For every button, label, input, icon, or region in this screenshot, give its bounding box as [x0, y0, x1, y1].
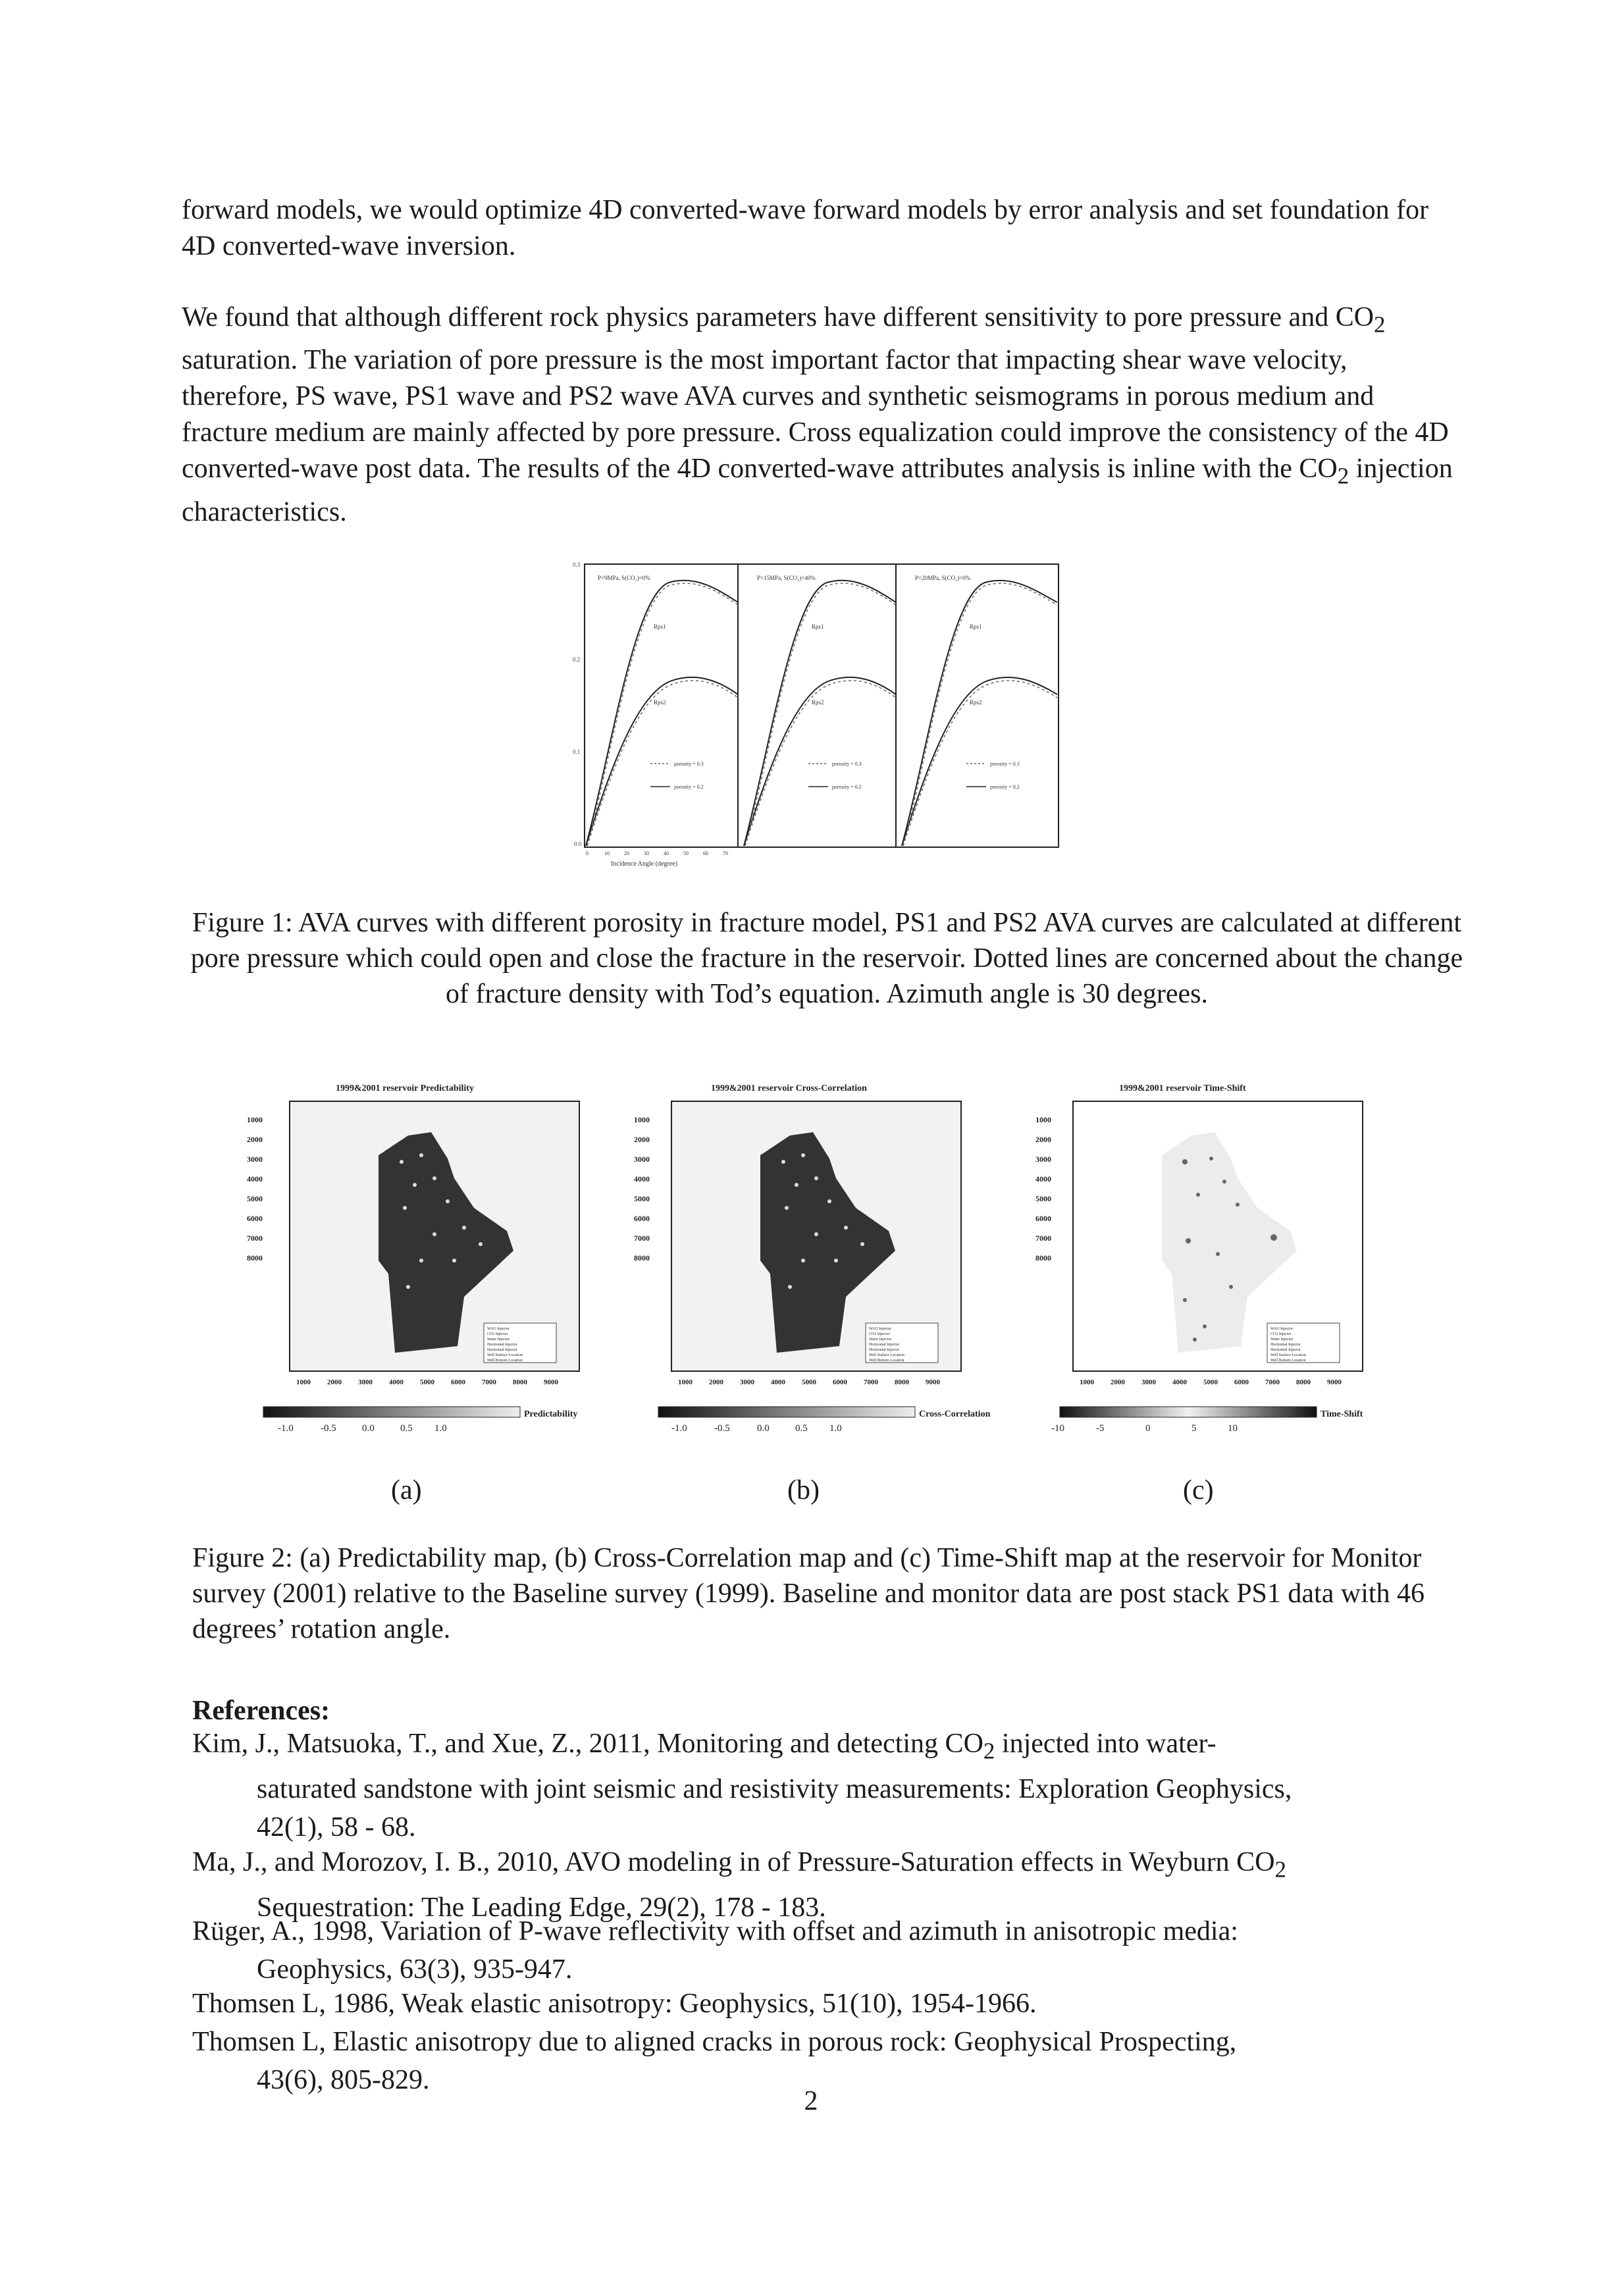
svg-text:0.2: 0.2: [573, 656, 581, 663]
svg-text:5000: 5000: [1203, 1378, 1218, 1386]
map-time-shift: [1073, 1083, 1363, 1371]
svg-text:CO2 Injector: CO2 Injector: [487, 1332, 508, 1336]
map-label-a: (a): [391, 1475, 422, 1505]
svg-text:1000: 1000: [678, 1378, 693, 1386]
legend-entry: porosity = 0.2: [990, 784, 1020, 790]
svg-text:2000: 2000: [1035, 1135, 1051, 1144]
svg-text:7000: 7000: [247, 1234, 263, 1243]
svg-text:0.3: 0.3: [573, 561, 581, 568]
svg-text:WAG Injector: WAG Injector: [487, 1327, 510, 1331]
panel-title: P=20MPa, S(CO₂)=0%: [915, 575, 971, 581]
svg-text:Well Surface Location: Well Surface Location: [869, 1353, 904, 1357]
legend-entry: porosity = 0.3: [674, 761, 704, 767]
curve-label: Rps2: [812, 699, 824, 706]
reference-text: Thomsen L, Elastic anisotropy due to aligned cracks in porous rock: Geophysical Prospecting,: [192, 2027, 1237, 2057]
map-predictability: [290, 1083, 579, 1371]
svg-text:5000: 5000: [247, 1194, 263, 1203]
svg-text:3000: 3000: [740, 1378, 754, 1386]
svg-text:0.0: 0.0: [574, 841, 582, 847]
svg-text:9000: 9000: [1327, 1378, 1342, 1386]
svg-text:CO2 Injector: CO2 Injector: [1270, 1332, 1292, 1336]
curve-label: Rps1: [970, 623, 982, 630]
svg-text:4000: 4000: [389, 1378, 404, 1386]
curve-label: Rps2: [970, 699, 982, 706]
svg-text:6000: 6000: [833, 1378, 847, 1386]
svg-text:Horizontal Injector: Horizontal Injector: [1270, 1348, 1301, 1352]
colorbar-label: Cross-Correlation: [919, 1409, 991, 1419]
svg-text:-1.0: -1.0: [278, 1423, 294, 1434]
svg-text:-0.5: -0.5: [714, 1423, 730, 1434]
svg-text:0.5: 0.5: [400, 1423, 413, 1434]
svg-text:1.0: 1.0: [829, 1423, 842, 1434]
svg-text:9000: 9000: [544, 1378, 558, 1386]
subscript: 2: [1337, 463, 1349, 489]
svg-text:2000: 2000: [327, 1378, 342, 1386]
svg-text:8000: 8000: [513, 1378, 527, 1386]
svg-text:7000: 7000: [482, 1378, 496, 1386]
plot-frame: [585, 564, 1059, 847]
map-label-b: (b): [787, 1475, 820, 1505]
colorbar: [263, 1407, 520, 1417]
reference-text: 42(1), 58 - 68.: [257, 1812, 416, 1843]
svg-text:0.5: 0.5: [795, 1423, 808, 1434]
paragraph-intro: forward models, we would optimize 4D converted-wave forward models by error analysis and set foundation for 4D converted-wave inversion.: [182, 195, 1429, 261]
svg-text:7000: 7000: [634, 1234, 650, 1243]
svg-text:5000: 5000: [802, 1378, 816, 1386]
colorbar: [658, 1407, 915, 1417]
map-title: 1999&2001 reservoir Cross-Correlation: [711, 1083, 867, 1093]
svg-text:20: 20: [624, 850, 629, 856]
figure1-ava-plot: [571, 556, 1072, 872]
svg-text:1.0: 1.0: [434, 1423, 447, 1434]
svg-text:5000: 5000: [634, 1194, 650, 1203]
colorbar-label: Time-Shift: [1321, 1409, 1363, 1419]
svg-text:7000: 7000: [864, 1378, 878, 1386]
svg-text:60: 60: [703, 850, 708, 856]
curve-label: Rps1: [654, 623, 666, 630]
svg-text:6000: 6000: [634, 1214, 650, 1223]
paragraph-text: saturation. The variation of pore pressure is the most important factor that impacting shear wave velocity, therefore, PS wave, PS1 wave and PS2 wave AVA curves and synthetic seismograms in porous medium and fracture medium are mainly affected by pore pressure. Cross equalization could improve the consistency of the 4D converted-wave post data. The results of the 4D converted-wave attributes analysis is inline with the CO: [182, 345, 1449, 484]
figure1-caption: Figure 1: AVA curves with different porosity in fracture model, PS1 and PS2 AVA curves are calculated at different pore pressure which could open and close the fracture in the reservoir. Dotted lines are concerned about the change of fracture density with Tod’s equation. Azimuth angle is 30 degrees.: [190, 908, 1463, 1009]
svg-text:-1.0: -1.0: [671, 1423, 687, 1434]
svg-text:0.1: 0.1: [573, 748, 581, 755]
svg-text:3000: 3000: [247, 1155, 263, 1164]
svg-text:1000: 1000: [1080, 1378, 1094, 1386]
svg-text:2000: 2000: [709, 1378, 723, 1386]
svg-text:30: 30: [644, 850, 649, 856]
svg-text:Well Bottom Location: Well Bottom Location: [1270, 1359, 1306, 1363]
x-axis-label: Incidence Angle (degree): [611, 860, 678, 868]
subscript: 2: [1274, 1856, 1287, 1883]
svg-text:6000: 6000: [1035, 1214, 1051, 1223]
svg-text:0.0: 0.0: [362, 1423, 375, 1434]
svg-text:1000: 1000: [247, 1115, 263, 1124]
svg-text:Horizontal Injector: Horizontal Injector: [487, 1343, 517, 1347]
svg-text:Well Bottom Location: Well Bottom Location: [487, 1359, 523, 1363]
paragraph-text: injection characteristics.: [182, 454, 1453, 527]
svg-text:Horizontal Injector: Horizontal Injector: [869, 1343, 899, 1347]
map-title: 1999&2001 reservoir Time-Shift: [1119, 1083, 1246, 1093]
reference-text: Thomsen L, 1986, Weak elastic anisotropy: Geophysics, 51(10), 1954-1966.: [192, 1989, 1037, 2019]
svg-text:2000: 2000: [634, 1135, 650, 1144]
svg-text:-0.5: -0.5: [321, 1423, 336, 1434]
svg-text:-10: -10: [1051, 1423, 1064, 1434]
svg-text:70: 70: [723, 850, 728, 856]
map-label-c: (c): [1183, 1475, 1214, 1505]
svg-text:Well Surface Location: Well Surface Location: [487, 1353, 523, 1357]
svg-text:Water Injector: Water Injector: [487, 1338, 510, 1342]
svg-text:4000: 4000: [247, 1174, 263, 1184]
legend-entry: porosity = 0.2: [674, 784, 704, 790]
colorbar-label: Predictability: [524, 1409, 578, 1419]
reference-text: 43(6), 805-829.: [257, 2065, 430, 2095]
svg-text:3000: 3000: [1141, 1378, 1156, 1386]
svg-text:3000: 3000: [634, 1155, 650, 1164]
svg-text:7000: 7000: [1265, 1378, 1280, 1386]
svg-text:CO2 Injector: CO2 Injector: [869, 1332, 890, 1336]
svg-text:3000: 3000: [1035, 1155, 1051, 1164]
svg-text:9000: 9000: [926, 1378, 940, 1386]
svg-text:3000: 3000: [358, 1378, 373, 1386]
svg-text:Well Bottom Location: Well Bottom Location: [869, 1359, 904, 1363]
reference-text: Kim, J., Matsuoka, T., and Xue, Z., 2011, Monitoring and detecting CO: [192, 1729, 983, 1759]
map-title: 1999&2001 reservoir Predictability: [336, 1083, 474, 1093]
svg-text:8000: 8000: [634, 1253, 650, 1263]
panel-title: P=9MPa, S(CO₂)=0%: [598, 575, 650, 581]
svg-text:6000: 6000: [247, 1214, 263, 1223]
reference-text: Geophysics, 63(3), 935-947.: [257, 1954, 573, 1985]
legend-entry: porosity = 0.3: [990, 761, 1020, 767]
page-number: 2: [804, 2086, 818, 2116]
reference-text: Sequestration: The Leading Edge, 29(2), 178 - 183.: [257, 1892, 826, 1923]
legend-entry: porosity = 0.3: [832, 761, 862, 767]
svg-text:1000: 1000: [296, 1378, 311, 1386]
svg-text:1000: 1000: [634, 1115, 650, 1124]
svg-text:4000: 4000: [1035, 1174, 1051, 1184]
svg-text:0: 0: [586, 850, 589, 856]
svg-text:8000: 8000: [247, 1253, 263, 1263]
svg-text:10: 10: [604, 850, 610, 856]
svg-text:6000: 6000: [1234, 1378, 1249, 1386]
svg-text:5000: 5000: [1035, 1194, 1051, 1203]
svg-text:8000: 8000: [895, 1378, 909, 1386]
panel-title: P=15MPa, S(CO₂)=40%: [757, 575, 816, 581]
map-cross-correlation: [671, 1083, 961, 1371]
svg-text:Horizontal Injector: Horizontal Injector: [487, 1348, 517, 1352]
svg-text:6000: 6000: [451, 1378, 465, 1386]
reference-text: Rüger, A., 1998, Variation of P-wave reflectivity with offset and azimuth in anisotropic media:: [192, 1916, 1238, 1946]
svg-text:Well Surface Location: Well Surface Location: [1270, 1353, 1306, 1357]
svg-text:2000: 2000: [1111, 1378, 1125, 1386]
reference-text: Ma, J., and Morozov, I. B., 2010, AVO modeling in of Pressure-Saturation effects in Weyburn CO: [192, 1847, 1275, 1877]
svg-text:Water Injector: Water Injector: [869, 1338, 892, 1342]
svg-text:8000: 8000: [1296, 1378, 1311, 1386]
svg-text:1000: 1000: [1035, 1115, 1051, 1124]
legend-entry: porosity = 0.2: [832, 784, 862, 790]
reference-item: [192, 1912, 1469, 1989]
figure2-maps: [237, 1070, 1461, 1491]
svg-text:40: 40: [664, 850, 669, 856]
svg-text:Horizontal Injector: Horizontal Injector: [869, 1348, 899, 1352]
svg-text:5: 5: [1191, 1423, 1197, 1434]
svg-text:Horizontal Injector: Horizontal Injector: [1270, 1343, 1301, 1347]
svg-text:8000: 8000: [1035, 1253, 1051, 1263]
svg-text:4000: 4000: [1172, 1378, 1187, 1386]
svg-text:2000: 2000: [247, 1135, 263, 1144]
curve-label: Rps1: [812, 623, 824, 630]
svg-text:10: 10: [1228, 1423, 1238, 1434]
reference-item: [192, 1725, 1469, 1846]
paragraph-text: We found that although different rock physics parameters have different sensitivity to pore pressure and CO: [182, 302, 1374, 332]
paragraph-findings: [182, 300, 1459, 531]
subscript: 2: [1374, 311, 1386, 338]
colorbar: [1060, 1407, 1317, 1417]
svg-text:0.0: 0.0: [757, 1423, 770, 1434]
reference-text: saturated sandstone with joint seismic and resistivity measurements: Exploration Geophysics,: [257, 1774, 1292, 1805]
svg-text:4000: 4000: [634, 1174, 650, 1184]
svg-text:5000: 5000: [420, 1378, 434, 1386]
figure2-caption: Figure 2: (a) Predictability map, (b) Cross-Correlation map and (c) Time-Shift map at the reservoir for Monitor survey (2001) relative to the Baseline survey (1999). Baseline and monitor data are post stack PS1 data with 46 degrees’ rotation angle.: [192, 1543, 1425, 1644]
svg-text:-5: -5: [1096, 1423, 1105, 1434]
reference-text: injected into water-: [995, 1729, 1216, 1759]
svg-text:0: 0: [1145, 1423, 1151, 1434]
svg-text:Water Injector: Water Injector: [1270, 1338, 1294, 1342]
subscript: 2: [983, 1738, 995, 1764]
reference-item: [192, 1985, 1469, 2023]
svg-text:50: 50: [683, 850, 689, 856]
svg-text:7000: 7000: [1035, 1234, 1051, 1243]
svg-text:WAG Injector: WAG Injector: [869, 1327, 891, 1331]
svg-text:4000: 4000: [771, 1378, 785, 1386]
references-heading: References:: [192, 1696, 330, 1726]
curve-label: Rps2: [654, 699, 666, 706]
svg-text:WAG Injector: WAG Injector: [1270, 1327, 1293, 1331]
